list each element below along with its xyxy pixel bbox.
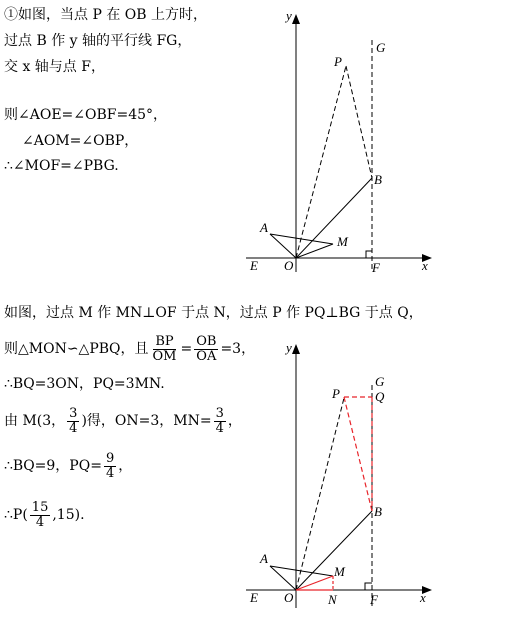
label-F: F (372, 260, 380, 275)
solution-line-4: 则∠AOE=∠OBF=45°， (4, 107, 168, 123)
label-N: N (328, 592, 337, 607)
solution-line-5: ∠AOM=∠OBP， (22, 133, 139, 149)
line-10-middle: )得，ON=3，MN= (81, 413, 212, 429)
fraction-denominator: OA (196, 348, 217, 364)
line-12-suffix: ,15). (52, 507, 85, 523)
label-B: B (374, 172, 382, 187)
fraction-denominator: OM (152, 348, 177, 364)
line-10-prefix: 由 M(3， (4, 413, 66, 429)
label-O: O (284, 258, 294, 273)
label-y: y (286, 8, 292, 23)
solution-line-1: ①如图，当点 P 在 OB 上方时， (4, 7, 207, 23)
line-12-prefix: ∴P( (4, 507, 28, 523)
label-M: M (334, 564, 345, 579)
label-A: A (260, 220, 268, 235)
solution-line-9: ∴BQ=3ON，PQ=3MN. (4, 376, 165, 392)
label-M: M (337, 234, 348, 249)
label-Q: Q (375, 389, 385, 404)
segment-OP (296, 398, 344, 590)
segment-PB (344, 397, 372, 511)
label-x: x (422, 258, 428, 273)
label-G: G (375, 374, 385, 389)
solution-line-3: 交 x 轴与点 F， (4, 59, 105, 75)
line-8-suffix: =3， (220, 341, 256, 357)
fraction-numerator: 3 (69, 405, 78, 421)
fraction-denominator: 4 (35, 514, 45, 530)
label-B: B (374, 504, 382, 519)
label-E: E (250, 258, 258, 273)
equals-sign: = (180, 341, 193, 357)
fraction-numerator: 15 (31, 499, 49, 515)
solution-line-6: ∴∠MOF=∠PBG. (4, 158, 119, 174)
line-11-suffix: ， (118, 458, 133, 474)
fraction-numerator: BP (155, 333, 174, 349)
right-angle-F (365, 583, 372, 590)
label-x: x (420, 590, 426, 605)
label-E: E (250, 590, 258, 605)
line-11-prefix: ∴BQ=9，PQ= (4, 458, 102, 474)
line-8-prefix: 则△MON∽△PBQ，且 (4, 341, 149, 357)
solution-line-7: 如图，过点 M 作 MN⊥OF 于点 N，过点 P 作 PQ⊥BG 于点 Q， (4, 305, 423, 321)
fraction-numerator: OB (196, 333, 217, 349)
fraction-denominator: 4 (105, 465, 115, 481)
label-F: F (370, 592, 378, 607)
fraction-denominator: 4 (215, 420, 224, 436)
segment-OM (296, 576, 333, 590)
y-axis-arrow (292, 344, 300, 354)
line-10-suffix: ， (227, 413, 242, 429)
label-A: A (260, 551, 268, 566)
label-O: O (284, 590, 294, 605)
label-G: G (376, 40, 386, 55)
fraction-denominator: 4 (69, 420, 78, 436)
fraction-numerator: 3 (215, 405, 224, 421)
label-P: P (332, 386, 340, 401)
fraction-numerator: 9 (105, 450, 115, 466)
label-y: y (286, 340, 292, 355)
solution-line-2: 过点 B 作 y 轴的平行线 FG， (4, 33, 192, 49)
label-P: P (334, 54, 342, 69)
